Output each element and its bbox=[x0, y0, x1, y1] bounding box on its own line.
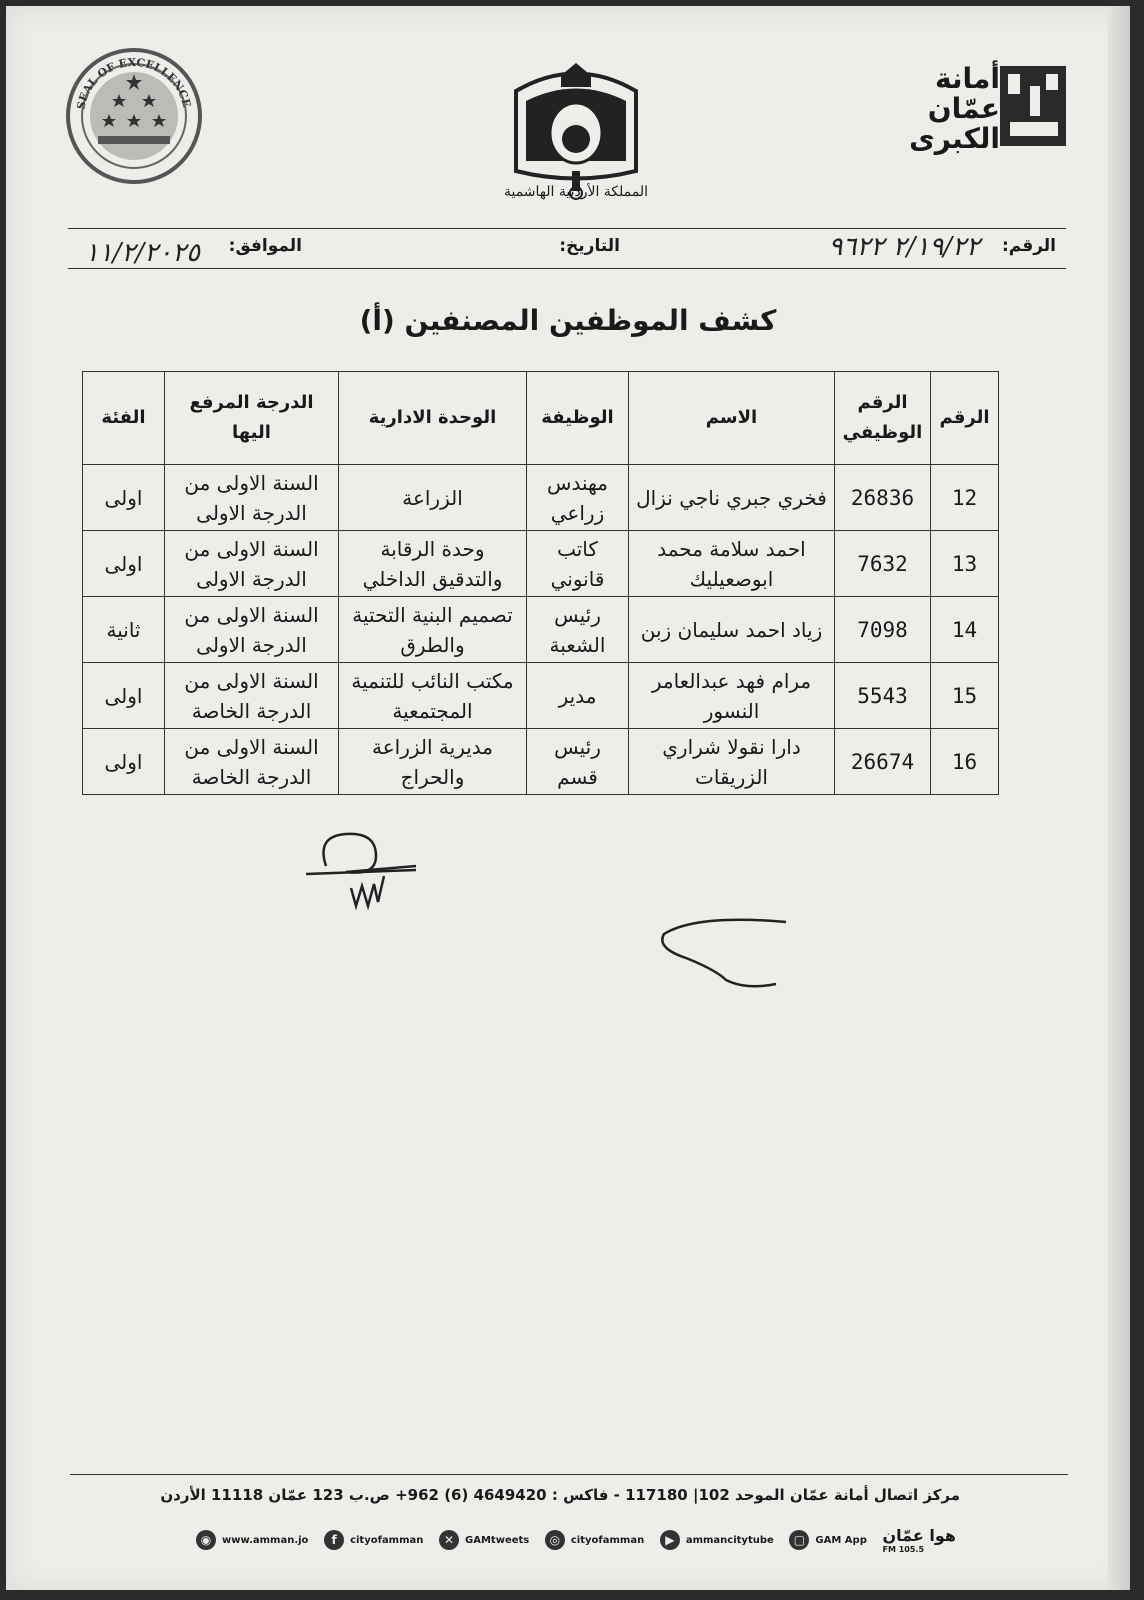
cell-unit: الزراعة bbox=[339, 465, 527, 531]
instagram-icon: ◎ bbox=[545, 1530, 565, 1550]
web-icon: ◉ bbox=[196, 1530, 216, 1550]
signature-2 bbox=[656, 914, 796, 994]
number-label: الرقم: bbox=[1001, 236, 1056, 256]
cell-job: مدير bbox=[527, 663, 629, 729]
social-label: cityofamman bbox=[570, 1534, 645, 1546]
header-cell: الرقم الوظيفي bbox=[835, 372, 931, 465]
youtube-icon: ▶ bbox=[660, 1530, 680, 1550]
cell-name: فخري جبري ناجي نزال bbox=[629, 465, 835, 531]
social-youtube[interactable] bbox=[660, 1530, 774, 1550]
cell-grade: السنة الاولى من الدرجة الخاصة bbox=[165, 663, 339, 729]
cell-name: دارا نقولا شراري الزريقات bbox=[629, 729, 835, 795]
cell-grade: السنة الاولى من الدرجة الاولى bbox=[165, 597, 339, 663]
cell-unit: مكتب النائب للتنمية المجتمعية bbox=[339, 663, 527, 729]
x-icon: ✕ bbox=[439, 1530, 459, 1550]
app-icon: ▢ bbox=[789, 1530, 809, 1550]
cell-employee-id: 7632 bbox=[835, 531, 931, 597]
cell-name: احمد سلامة محمد ابوصعيليك bbox=[629, 531, 835, 597]
cell-category: اولى bbox=[83, 531, 165, 597]
social-instagram[interactable] bbox=[545, 1530, 644, 1550]
cell-category: اولى bbox=[83, 663, 165, 729]
table-row bbox=[83, 729, 999, 795]
header-cell: الوحدة الادارية bbox=[339, 372, 527, 465]
header-cell: الرقم bbox=[931, 372, 999, 465]
cell-employee-id: 26674 bbox=[835, 729, 931, 795]
number-value: ٢/١٩/٢٢ ٩٦٢٢ bbox=[828, 232, 980, 262]
footer-rule bbox=[70, 1474, 1068, 1475]
table-row bbox=[83, 465, 999, 531]
cell-employee-id: 26836 bbox=[835, 465, 931, 531]
cell-job: رئيس الشعبة bbox=[527, 597, 629, 663]
cell-seq: 13 bbox=[931, 531, 999, 597]
org-name bbox=[909, 64, 1000, 154]
corresponding-label: الموافق: bbox=[228, 236, 302, 256]
cell-category: اولى bbox=[83, 465, 165, 531]
header-rule-bottom bbox=[68, 268, 1066, 269]
cell-category: اولى bbox=[83, 729, 165, 795]
cell-seq: 15 bbox=[931, 663, 999, 729]
social-label: www.amman.jo bbox=[222, 1534, 309, 1546]
employees-table bbox=[82, 371, 999, 795]
radio-frequency: 105.5 FM bbox=[882, 1545, 925, 1554]
cell-employee-id: 7098 bbox=[835, 597, 931, 663]
signature-1 bbox=[306, 826, 426, 916]
page-edge bbox=[1108, 6, 1130, 1590]
header-cell: الوظيفة bbox=[527, 372, 629, 465]
header-cell: الاسم bbox=[629, 372, 835, 465]
crest-caption: المملكة الأردنية الهاشمية bbox=[503, 184, 649, 200]
cell-name: زياد احمد سليمان زبن bbox=[629, 597, 835, 663]
cell-unit: وحدة الرقابة والتدقيق الداخلي bbox=[339, 531, 527, 597]
corresponding-value: ١١/٢/٢٠٢٥ bbox=[84, 238, 200, 268]
header-cell: الفئة bbox=[83, 372, 165, 465]
social-label: GAM App bbox=[815, 1534, 867, 1546]
cell-grade: السنة الاولى من الدرجة الخاصة bbox=[165, 729, 339, 795]
document-page bbox=[6, 6, 1130, 1590]
radio-label: هوا عمّان bbox=[882, 1526, 956, 1545]
cell-unit: تصميم البنية التحتية والطرق bbox=[339, 597, 527, 663]
social-app[interactable] bbox=[789, 1530, 866, 1550]
social-x[interactable] bbox=[439, 1530, 529, 1550]
social-facebook[interactable] bbox=[324, 1530, 423, 1550]
cell-seq: 14 bbox=[931, 597, 999, 663]
social-links bbox=[196, 1526, 956, 1554]
table-row bbox=[83, 597, 999, 663]
document-title: كشف الموظفين المصنفين (أ) bbox=[359, 304, 777, 337]
cell-seq: 16 bbox=[931, 729, 999, 795]
facebook-icon: f bbox=[324, 1530, 344, 1550]
org-name-line-1: أمانة bbox=[935, 62, 1000, 95]
social-radio[interactable] bbox=[882, 1526, 956, 1554]
org-name-line-2: عمّان bbox=[927, 92, 1000, 125]
table-row bbox=[83, 663, 999, 729]
table-header-row bbox=[83, 372, 999, 465]
cell-category: ثانية bbox=[83, 597, 165, 663]
cell-employee-id: 5543 bbox=[835, 663, 931, 729]
header-cell: الدرجة المرفع اليها bbox=[165, 372, 339, 465]
social-label: ammancitytube bbox=[685, 1534, 774, 1546]
social-label: cityofamman bbox=[350, 1534, 424, 1546]
header-rule-top bbox=[68, 228, 1066, 229]
table-row bbox=[83, 531, 999, 597]
footer-contact: مركز اتصال أمانة عمّان الموحد 102| 117180 - فاكس : 4649420 (6) 962+ ص.ب 123 عمّان 11118 الأردن bbox=[160, 1486, 960, 1504]
org-name-line-3: الكبرى bbox=[909, 122, 1000, 155]
cell-job: كاتب قانوني bbox=[527, 531, 629, 597]
social-label: GAMtweets bbox=[465, 1534, 530, 1546]
date-label: التاريخ: bbox=[559, 236, 620, 256]
social-web[interactable] bbox=[196, 1530, 308, 1550]
radio-icon bbox=[882, 1526, 956, 1554]
cell-job: مهندس زراعي bbox=[527, 465, 629, 531]
cell-grade: السنة الاولى من الدرجة الاولى bbox=[165, 465, 339, 531]
cell-seq: 12 bbox=[931, 465, 999, 531]
seal-of-excellence-logo bbox=[64, 46, 204, 186]
cell-grade: السنة الاولى من الدرجة الاولى bbox=[165, 531, 339, 597]
cell-name: مرام فهد عبدالعامر النسور bbox=[629, 663, 835, 729]
cell-unit: مديرية الزراعة والحراج bbox=[339, 729, 527, 795]
cell-job: رئيس قسم bbox=[527, 729, 629, 795]
seal-text: SEAL OF EXCELLENCE bbox=[74, 55, 194, 111]
